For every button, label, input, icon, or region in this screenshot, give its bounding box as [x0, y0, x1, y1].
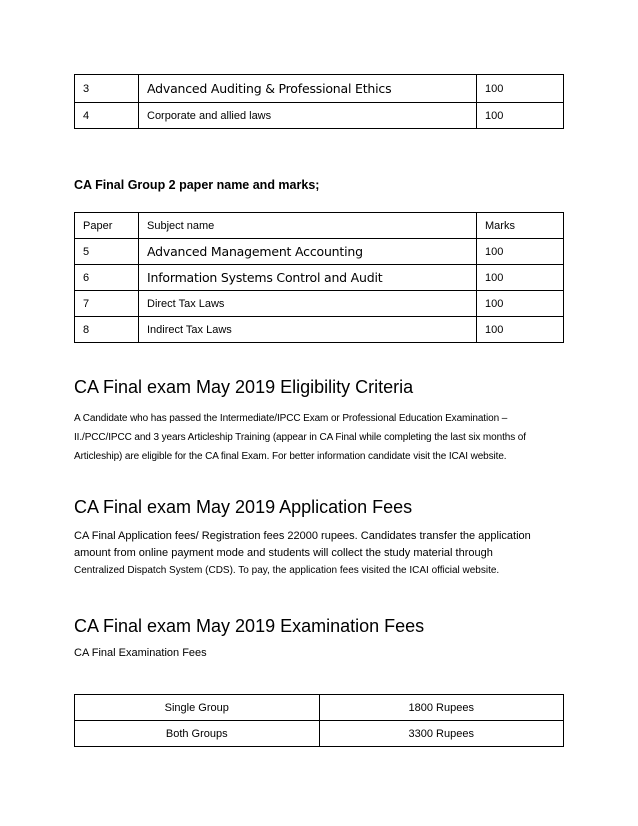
marks: 100 — [477, 291, 564, 317]
paragraph-line: CA Final Application fees/ Registration fees 22000 rupees. Candidates transfer the application — [74, 530, 531, 542]
group2-papers-table — [74, 212, 564, 343]
application-fees-heading: CA Final exam May 2019 Application Fees — [74, 497, 413, 517]
eligibility-heading: CA Final exam May 2019 Eligibility Criteria — [74, 377, 414, 397]
table-row — [75, 103, 564, 129]
paper-number: 6 — [75, 265, 139, 291]
group2-heading: CA Final Group 2 paper name and marks; — [74, 178, 320, 192]
examination-fees-subtitle: CA Final Examination Fees — [74, 647, 207, 659]
paper-number: 3 — [75, 75, 139, 103]
table-row — [75, 291, 564, 317]
subject-name: Indirect Tax Laws — [139, 317, 477, 343]
group-name: Single Group — [75, 695, 320, 721]
paper-number: 8 — [75, 317, 139, 343]
header-subject: Subject name — [139, 213, 477, 239]
paragraph-line: Articleship) are eligible for the CA final Exam. For better information candidate visit the ICAI website. — [74, 451, 507, 462]
paragraph-line: amount from online payment mode and students will collect the study material through — [74, 547, 493, 559]
paragraph-line: Centralized Dispatch System (CDS). To pay, the application fees visited the ICAI official website. — [74, 565, 500, 576]
table-row — [75, 721, 564, 747]
subject-name: Information Systems Control and Audit — [139, 265, 477, 291]
paper-number: 7 — [75, 291, 139, 317]
header-paper: Paper — [75, 213, 139, 239]
header-marks: Marks — [477, 213, 564, 239]
subject-name: Advanced Management Accounting — [139, 239, 477, 265]
paragraph-line: II./PCC/IPCC and 3 years Articleship Training (appear in CA Final while completing the last six months of — [74, 432, 526, 443]
paper-number: 5 — [75, 239, 139, 265]
subject-name: Corporate and allied laws — [139, 103, 477, 129]
table-row — [75, 695, 564, 721]
fee-amount: 1800 Rupees — [319, 695, 564, 721]
marks: 100 — [477, 75, 564, 103]
fee-amount: 3300 Rupees — [319, 721, 564, 747]
table-row — [75, 317, 564, 343]
eligibility-paragraph — [74, 409, 574, 466]
application-fees-paragraph — [74, 528, 574, 579]
marks: 100 — [477, 239, 564, 265]
group-name: Both Groups — [75, 721, 320, 747]
examination-fees-table — [74, 694, 564, 747]
examination-fees-heading: CA Final exam May 2019 Examination Fees — [74, 616, 425, 636]
table-row — [75, 239, 564, 265]
table-row — [75, 75, 564, 103]
subject-name: Advanced Auditing & Professional Ethics — [139, 75, 477, 103]
marks: 100 — [477, 317, 564, 343]
paragraph-line: A Candidate who has passed the Intermediate/IPCC Exam or Professional Education Examination – — [74, 413, 508, 424]
subject-name: Direct Tax Laws — [139, 291, 477, 317]
table-header-row — [75, 213, 564, 239]
table-row — [75, 265, 564, 291]
paper-number: 4 — [75, 103, 139, 129]
marks: 100 — [477, 265, 564, 291]
group1-papers-table — [74, 74, 564, 129]
marks: 100 — [477, 103, 564, 129]
